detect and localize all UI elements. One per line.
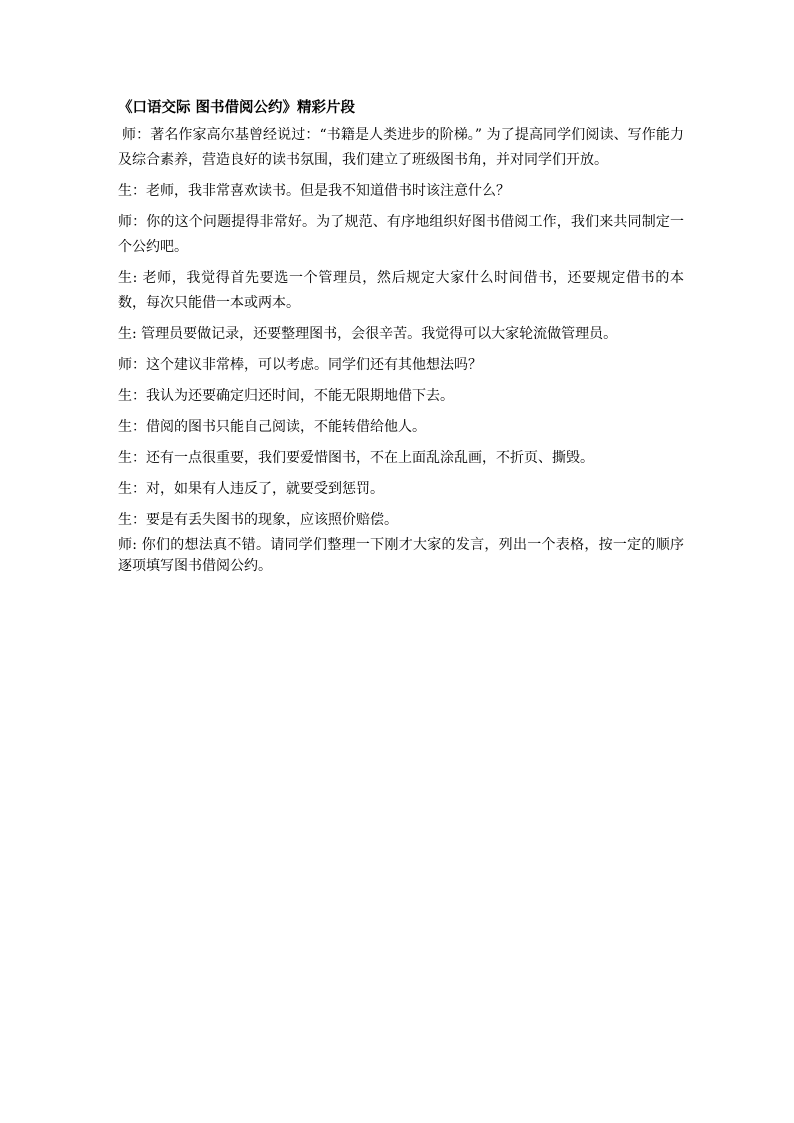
dialogue-paragraph: 师：著名作家高尔基曾经说过：“书籍是人类进步的阶梯。” 为了提高同学们阅读、写作能力及综合素养，营造良好的读书氛围，我们建立了班级图书角，并对同学们开放。: [118, 127, 684, 168]
dialogue-paragraph: 师：你的这个问题提得非常好。为了规范、有序地组织好图书借阅工作，我们来共同制定一个公约吧。: [118, 214, 684, 255]
dialogue-paragraph: 生：还有一点很重要，我们要爱惜图书，不在上面乱涂乱画，不折页、撕毁。: [118, 450, 594, 466]
dialogue-paragraph: 生：要是有丢失图书的现象，应该照价赔偿。: [118, 512, 398, 528]
dialogue-paragraph: 生：借阅的图书只能自己阅读，不能转借给他人。: [118, 419, 426, 435]
dialogue-paragraph: 师: 你们的想法真不错。请同学们整理一下刚才大家的发言，列出一个表格，按一定的顺序逐项填写图书借阅公约。: [118, 537, 684, 574]
dialogue-paragraph: 生: 管理员要做记录，还要整理图书，会很辛苦。我觉得可以大家轮流做管理员。: [118, 326, 618, 342]
dialogue-paragraph: 生：老师，我非常喜欢读书。但是我不知道借书时该注意什么？: [118, 183, 510, 199]
document-title: 《口语交际 图书借阅公约》精彩片段: [118, 100, 356, 116]
dialogue-paragraph: 生：我认为还要确定归还时间，不能无限期地借下去。: [118, 388, 454, 404]
dialogue-paragraph: 师：这个建议非常棒，可以考虑。同学们还有其他想法吗？: [118, 357, 482, 373]
dialogue-paragraph: 生：对，如果有人违反了，就要受到惩罚。: [118, 481, 384, 497]
dialogue-paragraph: 生: 老师，我觉得首先要选一个管理员，然后规定大家什么时间借书，还要规定借书的本数，每次只能借一本或两本。: [118, 270, 684, 311]
document-body: [118, 96, 684, 583]
